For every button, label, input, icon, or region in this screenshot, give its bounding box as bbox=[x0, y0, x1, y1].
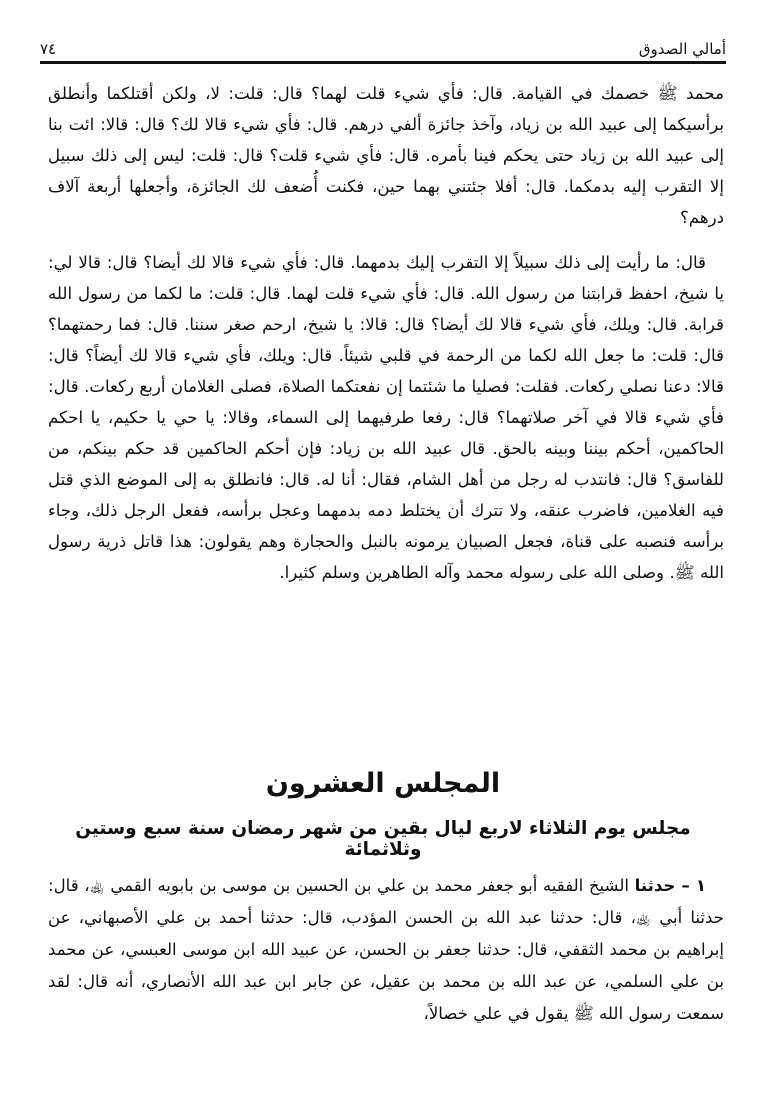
header-rule bbox=[40, 61, 726, 64]
paragraph: قال: ما رأيت إلى ذلك سبيلاً إلا التقرب إليك بدمهما. قال: فأي شيء قالا لك أيضا؟ قال: قالا لي: يا شيخ، احفظ قرابتنا من رسول الله. قال: فأي شيء قلت لهما. قال: قلت: ما لكما من رسول الله قرابة. قال: ويلك، فأي شيء قالا لك أيضا؟ قال: قالا: يا شيخ، ارحم صغر سننا. قال: فما رحمتهما؟ قال: قلت: ما جعل الله لكما من الرحمة في قلبي شيئاً. قال: ويلك، فأي شيء قالا لك أيضاً؟ قال: قالا: دعنا نصلي ركعات. فقلت: فصليا ما شئتما إن نفعتكما الصلاة، فصلى الغلامان أربع ركعات. قال: فأي شيء قالا في آخر صلاتهما؟ قال: رفعا طرفيهما إلى السماء، وقالا: يا حي يا حكيم، يا احكم الحاكمين، أحكم بيننا وبينه بالحق. قال عبيد الله بن زياد: فإن أحكم الحاكمين قد حكم بينكم، من للفاسق؟ قال: فانتدب له رجل من أهل الشام، فقال: أنا له. قال: فانطلق به إلى الموضع الذي قتل فيه الغلامين، فاضرب عنقه، ولا تترك أن يختلط دمه بدمهما وعجل برأسه، ففعل الرجل ذلك، وجاء برأسه فنصبه على قناة، فجعل الصبيان يرمونه بالنبل والحجارة وهم يقولون: هذا قاتل ذرية رسول الله ﷺ. وصلى الله على رسوله محمد وآله الطاهرين وسلم كثيرا. bbox=[48, 253, 724, 582]
hadith-number: ١ – حدثنا bbox=[634, 876, 706, 895]
running-header bbox=[40, 34, 726, 58]
section-subtitle: مجلس يوم الثلاثاء لاربع ليال بقين من شهر رمضان سنة سبع وستين وثلاثمائة bbox=[75, 818, 691, 860]
hadith-paragraph bbox=[48, 870, 724, 1030]
section-title: المجلس العشرون bbox=[265, 768, 501, 799]
hadith-body: الشيخ الفقيه أبو جعفر محمد بن علي بن الحسين بن موسى بن بابويه القمي ﵀، قال: حدثنا أبي ﵀، قال: حدثنا عبد الله بن الحسن المؤدب، قال: حدثنا أحمد بن علي الأصبهاني، عن إبراهيم بن محمد الثقفي، قال: حدثنا جعفر بن الحسن، عن عبيد الله ابن موسى العبسي، عن محمد بن علي السلمي، عن عبد الله بن محمد بن عقيل، عن جابر ابن عبد الله الأنصاري، أنه قال: لقد سمعت رسول الله ﷺ يقول في علي خصالاً، bbox=[48, 876, 724, 1023]
paragraph: محمد ﷺ خصمك في القيامة. قال: فأي شيء قلت لهما؟ قال: قلت: لا، ولكن أقتلكما وأنطلق برأسيكما إلى عبيد الله بن زياد، وآخذ جائزة ألفي درهم. قال: فأي شيء قالا لك؟ قال: قالا: ائت بنا إلى عبيد الله بن زياد حتى يحكم فينا بأمره. قال: فأي شيء قلت؟ قال: قلت: ليس إلى ذلك سبيل إلا التقرب إليه بدمكما. قال: أفلا جئتني بهما حين، فكنت أُضعف لك الجائزة، وأجعلها أربعة آلاف درهم؟ bbox=[48, 84, 724, 227]
book-title: أمالي الصدوق bbox=[638, 40, 726, 58]
page-number: ٧٤ bbox=[40, 40, 57, 58]
hadith-text bbox=[48, 870, 724, 1030]
main-text bbox=[48, 78, 724, 588]
book-page bbox=[40, 0, 726, 1114]
